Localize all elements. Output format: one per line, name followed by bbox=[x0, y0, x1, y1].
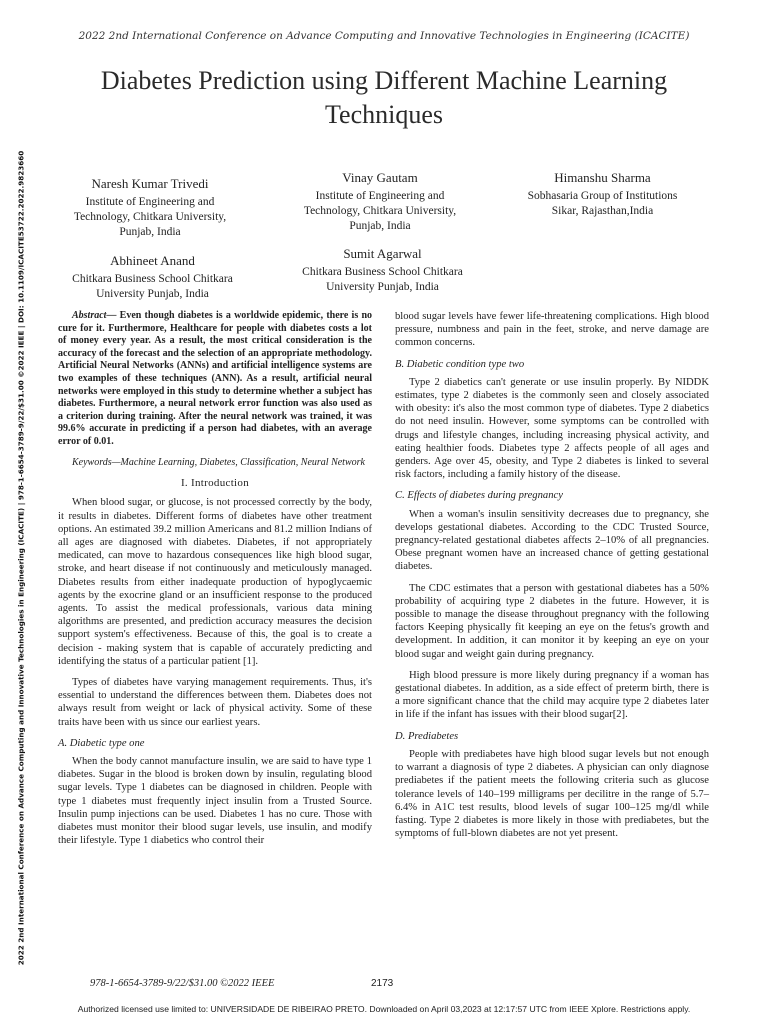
paragraph: Types of diabetes have varying management requirements. Thus, it's essential to understand the differences between them. Diabetes does not always result from weight or lack of physical activity. Some of these traits have been with us since our earliest years. bbox=[58, 676, 372, 728]
subsection-heading-prediabetes: D. Prediabetes bbox=[395, 730, 459, 742]
abstract-text: Even though diabetes is a worldwide epidemic, there is no cure for it. Furthermore, Healthcare for people with diabetes costs a lot of money every year. As a result, the most critical consideration is the accuracy of the forecast and the selection of an appropriate methodology. Artificial Neural Networks (ANNs) and artificial intelligence systems are two examples of these techniques (ANN). As a result, artificial neural networks were employed in this study to determine whether a subject has diabetes. Furthermore, a neural network error function was also used as a criterion during training. After the neural network was trained, it was 99.6% accurate in predicting if a person had diabetes, with an average error of 0.01. bbox=[58, 310, 372, 447]
author-affiliation: Institute of Engineering and Technology, Chitkara University, Punjab, India bbox=[303, 190, 457, 232]
author-name: Naresh Kumar Trivedi bbox=[91, 176, 209, 191]
license-notice: Authorized licensed use limited to: UNIVERSIDADE DE RIBEIRAO PRETO. Downloaded on April 03,2023 at 12:17:57 UTC from IEEE Xplore. Restrictions apply. bbox=[77, 1004, 691, 1014]
paragraph: When a woman's insulin sensitivity decreases due to pregnancy, she develops gestational diabetes. According to the CDC Trusted Source, pregnancy-related gestational diabetes affects 2–10% of all pregnancies. Obese pregnant women have an increased chance of getting gestational diabetes. bbox=[395, 508, 709, 573]
section-heading-introduction: I. Introduction bbox=[180, 477, 250, 490]
doi-side-text: 2022 2nd International Conference on Advance Computing and Innovative Technologies in Engineering (ICACITE) | 978-1-6654-3789-9/22/$31.00 ©2022 IEEE | DOI: 10.1109/ICACITE53722.2022.9823660 bbox=[16, 150, 26, 965]
footer-isbn: 978-1-6654-3789-9/22/$31.00 ©2022 IEEE bbox=[90, 978, 275, 989]
doi-side-strip bbox=[12, 150, 30, 965]
subsection-heading-type-two: B. Diabetic condition type two bbox=[395, 358, 525, 370]
page-number: 2173 bbox=[371, 978, 394, 989]
paragraph: Type 2 diabetics can't generate or use insulin properly. By NIDDK estimates, type 2 diabetes is the commonly seen and closely associated with obesity: it's also the most common type of diabetes. Type 2 diabetics do not need insulin. However, some symptoms can be controlled with drugs and lifestyle changes, including increasing physical activity, and eating healthier foods. Diabetes type 2 affects people of all ages and genders. Age over 45, obesity, and Type 2 diabetes is linked to several risk factors, including a family history of the disease. bbox=[395, 376, 709, 481]
author-name: Vinay Gautam bbox=[342, 170, 418, 185]
paragraph: When blood sugar, or glucose, is not processed correctly by the body, it results in diabetes. Different forms of diabetes have other treatment options. An estimated 39.2 million Americans and 81.2 million Indians of all ages are diagnosed with diabetes. Diabetes, if not appropriately medicated, can move to hazardous consequences like high blood sugar, stroke, and heart disease if not continuously and meticulously managed. Diabetes results from either inadequate production of hypoglycaemic agents by the exocrine gland or an insufficient response to the produced agents. To assist the medical professionals, various data mining algorithms are presented, and prediction accuracy measures the decision support system's effectiveness. Because of this, the goal is to create a decision - making system that is capable of accurately predicting and identifying the status of a particular patient [1]. bbox=[58, 497, 372, 667]
author-name: Abhineet Anand bbox=[110, 253, 195, 268]
subsection-heading-type-one: A. Diabetic type one bbox=[58, 737, 145, 749]
author-name: Himanshu Sharma bbox=[554, 170, 651, 185]
right-column bbox=[395, 310, 709, 848]
author-affiliation: Chitkara Business School Chitkara University Punjab, India bbox=[302, 266, 463, 293]
author-block bbox=[55, 253, 250, 302]
left-column bbox=[58, 310, 372, 855]
paragraph: The CDC estimates that a person with gestational diabetes has a 50% probability of acquiring type 2 diabetes in the future. However, it is possible to manage the disease throughout pregnancy with the following factors Keeping physically fit keeping an eye on the fetus's growth and development. In addition, it can monitor it by keeping an eye on your blood sugar and weight gain during pregnancy. bbox=[395, 582, 709, 660]
author-block bbox=[60, 176, 240, 240]
author-block bbox=[520, 170, 685, 219]
paragraph: People with prediabetes have high blood sugar levels but not enough to warrant a diagnosis of type 2 diabetes. A physician can only diagnose prediabetes if the patient meets the following criteria such as glucose tolerance levels of 140–199 milligrams per decilitre in the range of 5.7–6.4% in A1C test results, blood levels of sugar 100–125 mg/dl while fasting. Type 2 diabetes is more likely in those with prediabetes, but the symptoms of full-blown diabetes are not yet present. bbox=[395, 748, 709, 840]
abstract-label: Abstract— bbox=[72, 310, 117, 321]
author-name: Sumit Agarwal bbox=[343, 246, 422, 261]
subsection-heading-pregnancy: C. Effects of diabetes during pregnancy bbox=[395, 490, 563, 502]
abstract bbox=[58, 310, 372, 449]
paragraph: When the body cannot manufacture insulin, we are said to have type 1 diabetes. Sugar in the blood is broken down by insulin, regulating blood sugar levels. Type 1 diabetes can be diagnosed in children. People with type 1 diabetes must frequently inject insulin from a Trusted Source. Insulin pump injections can be used. Diabetes 1 has no cure. Those with diabetes must monitor their blood sugar levels, use insulin, and modify their lifestyle. Type 1 diabetics who control their bbox=[58, 755, 372, 847]
author-affiliation: Chitkara Business School Chitkara University Punjab, India bbox=[72, 273, 233, 300]
conference-header: 2022 2nd International Conference on Advance Computing and Innovative Technologies in Engineering (ICACITE) bbox=[78, 30, 690, 42]
author-block bbox=[290, 170, 470, 234]
paper-title: Diabetes Prediction using Different Machine Learning Techniques bbox=[100, 66, 668, 129]
author-affiliation: Sobhasaria Group of Institutions Sikar, Rajasthan,India bbox=[527, 190, 678, 217]
paragraph: High blood pressure is more likely during pregnancy if a woman has gestational diabetes. In addition, as a side effect of preterm birth, there is a more significant chance that the child may acquire type 2 diabetes later in life if the infant has issues with their blood sugar[2]. bbox=[395, 669, 709, 721]
author-affiliation: Institute of Engineering and Technology, Chitkara University, Punjab, India bbox=[73, 196, 227, 238]
keywords: Keywords—Machine Learning, Diabetes, Classification, Neural Network bbox=[72, 456, 365, 468]
paragraph: blood sugar levels have fewer life-threatening complications. High blood pressure, numbness and pain in the feet, stroke, and nerve damage are common concerns. bbox=[395, 311, 709, 349]
author-block bbox=[285, 246, 480, 295]
